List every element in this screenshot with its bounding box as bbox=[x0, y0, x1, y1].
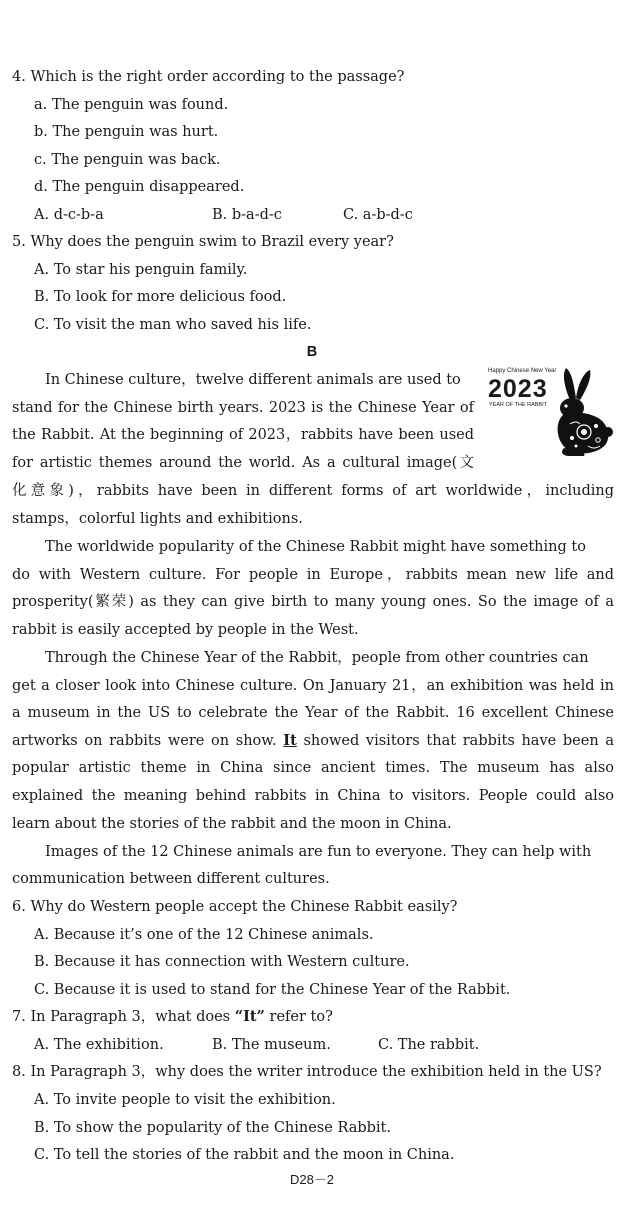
p1-line-2: stand for the Chinese birth years. 2023 is the Chinese Year of bbox=[12, 400, 474, 416]
p2-line-2: do with Western culture. For people in Europe，rabbits mean new life and bbox=[12, 567, 614, 583]
q7-stem-after: refer to? bbox=[269, 1009, 333, 1025]
p2-line-4: rabbit is easily accepted by people in the West. bbox=[12, 622, 359, 638]
question-4-stem: 4. Which is the right order according to the passage? bbox=[12, 69, 405, 85]
p1-line-5: 化意象)，rabbits have been in different forms of art worldwide，including bbox=[12, 483, 614, 499]
q6-choice-b: B. Because it has connection with Western culture. bbox=[34, 954, 410, 970]
p1-line-3: the Rabbit. At the beginning of 2023，rabbits have been used bbox=[12, 427, 474, 443]
q4-item-d: d. The penguin disappeared. bbox=[34, 179, 245, 195]
q5-choice-c: C. To visit the man who saved his life. bbox=[34, 317, 312, 333]
p3-line-6: explained the meaning behind rabbits in China to visitors. People could also bbox=[12, 788, 614, 804]
q4-choice-c: C. a-b-d-c bbox=[343, 207, 413, 223]
q8-choice-c: C. To tell the stories of the rabbit and the moon in China. bbox=[34, 1147, 455, 1163]
p4-line-2: communication between different cultures. bbox=[12, 871, 330, 887]
question-8-stem: 8. In Paragraph 3，why does the writer introduce the exhibition held in the US? bbox=[12, 1064, 602, 1080]
image-caption: YEAR OF THE RABBIT bbox=[489, 402, 547, 408]
p3-line-4-before: artworks on rabbits were on show. bbox=[12, 733, 277, 749]
q4-choice-a: A. d-c-b-a bbox=[34, 207, 104, 223]
q7-choice-a: A. The exhibition. bbox=[34, 1037, 164, 1053]
section-label: B bbox=[306, 344, 318, 360]
q8-choice-a: A. To invite people to visit the exhibition. bbox=[34, 1092, 336, 1108]
q4-item-b: b. The penguin was hurt. bbox=[34, 124, 219, 140]
q4-item-a: a. The penguin was found. bbox=[34, 97, 229, 113]
image-year: 2023 bbox=[488, 375, 548, 403]
p1-line-4: for artistic themes around the world. As a cultural image(文 bbox=[12, 455, 474, 471]
p3-line-7: learn about the stories of the rabbit and the moon in China. bbox=[12, 816, 452, 832]
p1-line-6: stamps，colorful lights and exhibitions. bbox=[12, 511, 303, 527]
q7-choice-c: C. The rabbit. bbox=[378, 1037, 480, 1053]
p3-line-4 bbox=[12, 731, 614, 751]
question-7-stem bbox=[12, 1007, 333, 1027]
p4-line-1: Images of the 12 Chinese animals are fun to everyone. They can help with bbox=[45, 844, 592, 860]
q5-choice-b: B. To look for more delicious food. bbox=[34, 289, 287, 305]
p2-line-1: The worldwide popularity of the Chinese Rabbit might have something to bbox=[45, 539, 586, 555]
rabbit-silhouette-icon bbox=[550, 366, 616, 458]
p2-line-3: prosperity(繁荣) as they can give birth to many young ones. So the image of a bbox=[12, 594, 614, 610]
question-5-stem: 5. Why does the penguin swim to Brazil every year? bbox=[12, 234, 394, 250]
p3-line-5: popular artistic theme in China since ancient times. The museum has also bbox=[12, 760, 614, 776]
rabbit-2023-image bbox=[488, 366, 616, 458]
question-6-stem: 6. Why do Western people accept the Chinese Rabbit easily? bbox=[12, 899, 458, 915]
q4-item-c: c. The penguin was back. bbox=[34, 152, 221, 168]
q6-choice-c: C. Because it is used to stand for the Chinese Year of the Rabbit. bbox=[34, 982, 511, 998]
q5-choice-a: A. To star his penguin family. bbox=[34, 262, 248, 278]
q7-stem-before: 7. In Paragraph 3，what does bbox=[12, 1009, 231, 1025]
p3-line-4-after: showed visitors that rabbits have been a bbox=[303, 733, 615, 749]
q6-choice-a: A. Because it’s one of the 12 Chinese animals. bbox=[34, 927, 374, 943]
page-number: D28－2 bbox=[289, 1172, 335, 1187]
p3-line-2: get a closer look into Chinese culture. On January 21，an exhibition was held in bbox=[12, 678, 614, 694]
image-greeting: Happy Chinese New Year bbox=[488, 368, 557, 374]
p1-line-1: In Chinese culture，twelve different animals are used to bbox=[45, 372, 461, 388]
p3-underlined-it: It bbox=[283, 732, 297, 749]
q8-choice-b: B. To show the popularity of the Chinese Rabbit. bbox=[34, 1120, 391, 1136]
q4-choice-b: B. b-a-d-c bbox=[212, 207, 282, 223]
q7-choice-b: B. The museum. bbox=[212, 1037, 331, 1053]
p3-line-3: a museum in the US to celebrate the Year of the Rabbit. 16 excellent Chinese bbox=[12, 705, 614, 721]
p3-line-1: Through the Chinese Year of the Rabbit，people from other countries can bbox=[45, 650, 589, 666]
q7-stem-word: “It” bbox=[234, 1008, 265, 1025]
